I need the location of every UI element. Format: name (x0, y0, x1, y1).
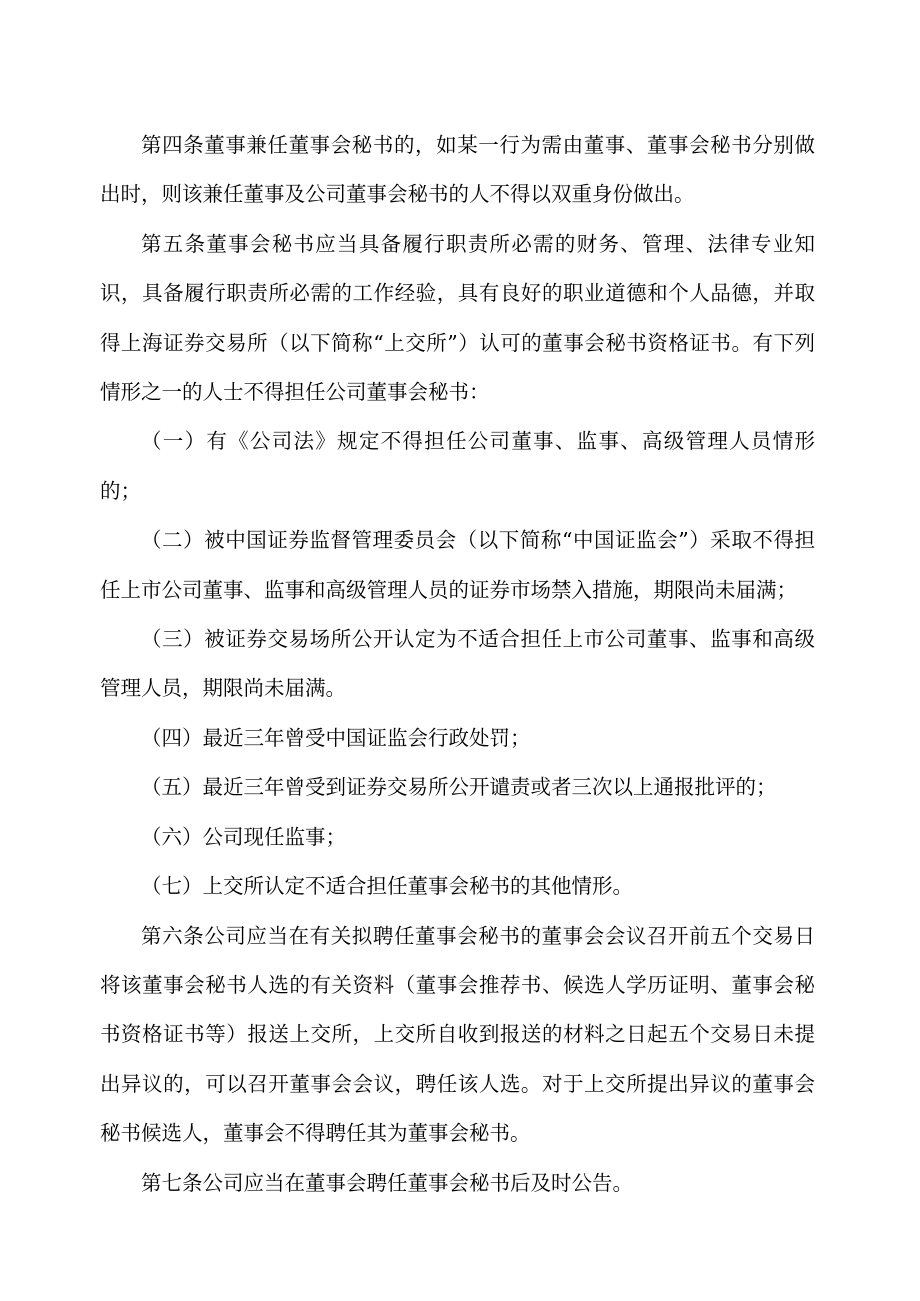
paragraph: 第六条公司应当在有关拟聘任董事会秘书的董事会会议召开前五个交易日将该董事会秘书人选的有关资料（董事会推荐书、候选人学历证明、董事会秘书资格证书等）报送上交所，上交所自收到报送的材料之日起五个交易日未提出异议的，可以召开董事会会议，聘任该人选。对于上交所提出异议的董事会秘书候选人，董事会不得聘任其为董事会秘书。 (100, 923, 815, 1146)
paragraph: （一）有《公司法》规定不得担任公司董事、监事、高级管理人员情形的； (100, 429, 815, 503)
paragraph: （二）被中国证券监督管理委员会（以下简称“中国证监会”）采取不得担任上市公司董事、监事和高级管理人员的证券市场禁入措施，期限尚未届满； (100, 528, 815, 602)
document-body (100, 121, 815, 1208)
paragraph: （五）最近三年曾受到证券交易所公开谴责或者三次以上通报批评的； (141, 775, 777, 800)
paragraph: （三）被证券交易场所公开认定为不适合担任上市公司董事、监事和高级管理人员，期限尚未届满。 (100, 627, 815, 701)
paragraph: （六）公司现任监事； (141, 824, 346, 849)
paragraph: 第七条公司应当在董事会聘任董事会秘书后及时公告。 (141, 1170, 633, 1195)
paragraph: （四）最近三年曾受中国证监会行政处罚； (141, 725, 531, 750)
paragraph: 第五条董事会秘书应当具备履行职责所必需的财务、管理、法律专业知识，具备履行职责所必需的工作经验，具有良好的职业道德和个人品德，并取得上海证券交易所（以下简称“上交所”）认可的董事会秘书资格证书。有下列情形之一的人士不得担任公司董事会秘书： (100, 231, 815, 405)
paragraph: （七）上交所认定不适合担任董事会秘书的其他情形。 (141, 874, 633, 899)
paragraph: 第四条董事兼任董事会秘书的，如某一行为需由董事、董事会秘书分别做出时，则该兼任董事及公司董事会秘书的人不得以双重身份做出。 (100, 133, 815, 207)
